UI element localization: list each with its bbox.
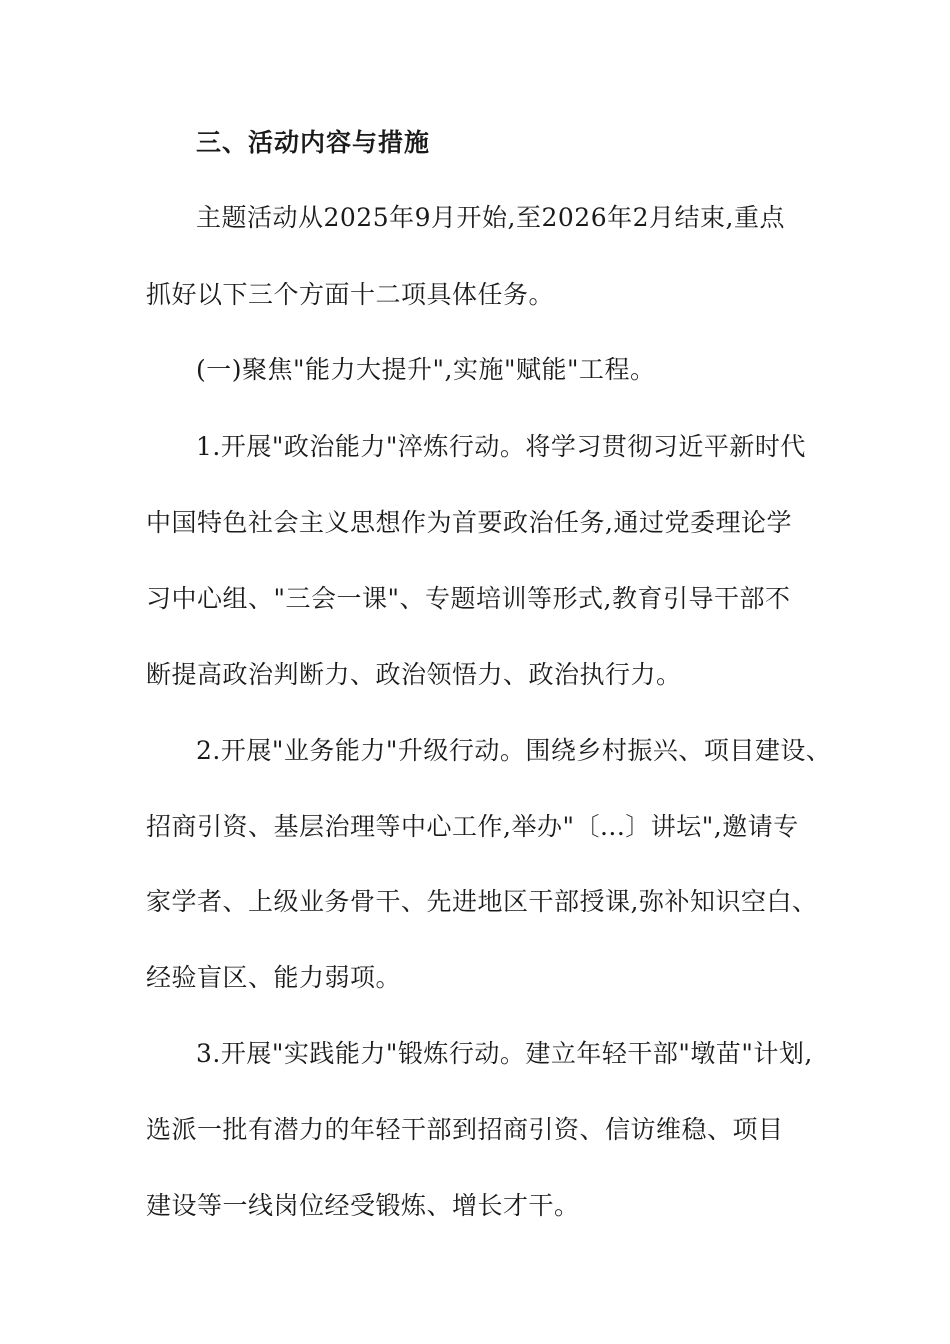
item2-line-3: 家学者、上级业务骨干、先进地区干部授课,弥补知识空白、 <box>146 887 818 916</box>
item1-line-3: 习中心组、"三会一课"、专题培训等形式,教育引导干部不 <box>146 584 791 613</box>
item1-line-2: 中国特色社会主义思想作为首要政治任务,通过党委理论学 <box>146 508 792 537</box>
item3-line-3: 建设等一线岗位经受锻炼、增长才干。 <box>146 1191 580 1220</box>
item3-line-2: 选派一批有潜力的年轻干部到招商引资、信访维稳、项目 <box>146 1115 784 1144</box>
item3-line-1: 3.开展"实践能力"锻炼行动。建立年轻干部"墩苗"计划, <box>196 1039 813 1068</box>
item2-line-2: 招商引资、基层治理等中心工作,举办"〔...〕讲坛",邀请专 <box>146 812 799 841</box>
section-heading: 三、活动内容与措施 <box>196 128 431 157</box>
item2-line-4: 经验盲区、能力弱项。 <box>146 963 402 992</box>
item1-line-4: 断提高政治判断力、政治领悟力、政治执行力。 <box>146 660 682 689</box>
item2-line-1: 2.开展"业务能力"升级行动。围绕乡村振兴、项目建设、 <box>196 736 832 765</box>
intro-line-1: 主题活动从2025年9月开始,至2026年2月结束,重点 <box>196 203 785 232</box>
item1-line-1: 1.开展"政治能力"淬炼行动。将学习贯彻习近平新时代 <box>196 432 806 461</box>
intro-line-2: 抓好以下三个方面十二项具体任务。 <box>146 280 555 309</box>
subsection-title: (一)聚焦"能力大提升",实施"赋能"工程。 <box>196 355 656 384</box>
